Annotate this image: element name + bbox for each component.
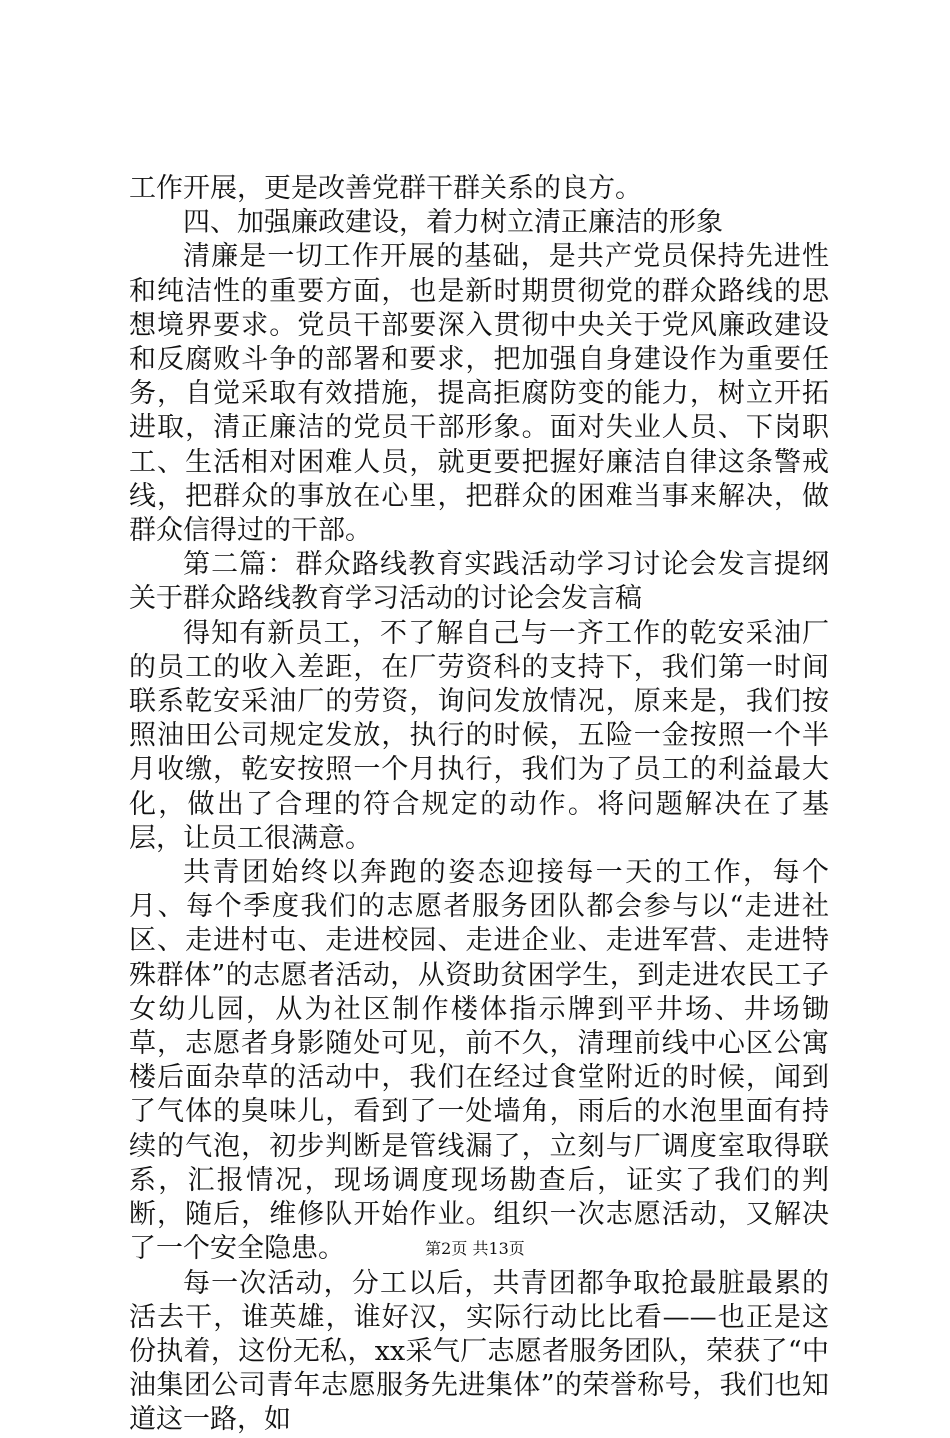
paragraph: 每一次活动，分工以后，共青团都争取抢最脏最累的活去干，谁英雄，谁好汉，实际行动比比看——也正是这份执着，这份无私，xx采气厂志愿者服务团队，荣获了“中油集团公司青年志愿服务先进集体”的荣誉称号，我们也知道这一路，如 — [129, 1267, 829, 1436]
section-heading: 四、加强廉政建设，着力树立清正廉洁的形象 — [183, 207, 723, 239]
chapter-title: 第二篇：群众路线教育实践活动学习讨论会发言提纲关于群众路线教育学习活动的讨论会发言稿 — [129, 549, 829, 615]
paragraph-continuation: 工作开展，更是改善党群干群关系的良方。 — [129, 173, 642, 204]
paragraph: 得知有新员工，不了解自己与一齐工作的乾安采油厂的员工的收入差距，在厂劳资科的支持下，我们第一时间联系乾安采油厂的劳资，询问发放情况，原来是，我们按照油田公司规定发放，执行的时候，五险一金按照一个半月收缴，乾安按照一个月执行，我们为了员工的利益最大化，做出了合理的符合规定的动作。将问题解决在了基层，让员工很满意。 — [129, 617, 829, 854]
paragraph: 共青团始终以奔跑的姿态迎接每一天的工作，每个月、每个季度我们的志愿者服务团队都会参与以“走进社区、走进村屯、走进校园、走进企业、走进军营、走进特殊群体”的志愿者活动，从资助贫困学生，到走进农民工子女幼儿园，从为社区制作楼体指示牌到平井场、井场锄草，志愿者身影随处可见，前不久，清理前线中心区公寓楼后面杂草的活动中，我们在经过食堂附近的时候，闻到了气体的臭味儿，看到了一处墙角，雨后的水泡里面有持续的气泡，初步判断是管线漏了，立刻与厂调度室取得联系，汇报情况，现场调度现场勘查后，证实了我们的判断，随后，维修队开始作业。组织一次志愿活动，又解决了一个安全隐患。 — [129, 857, 829, 1265]
paragraph: 清廉是一切工作开展的基础，是共产党员保持先进性和纯洁性的重要方面，也是新时期贯彻党的群众路线的思想境界要求。党员干部要深入贯彻中央关于党风廉政建设和反腐败斗争的部署和要求，把加强自身建设作为重要任务，自觉采取有效措施，提高拒腐防变的能力，树立开拓进取，清正廉洁的党员干部形象。面对失业人员、下岗职工、生活相对困难人员，就更要把握好廉洁自律这条警戒线，把群众的事放在心里，把群众的困难当事来解决，做群众信得过的干部。 — [129, 241, 829, 547]
page-number-footer: 第2页 共13页 — [425, 1239, 525, 1258]
